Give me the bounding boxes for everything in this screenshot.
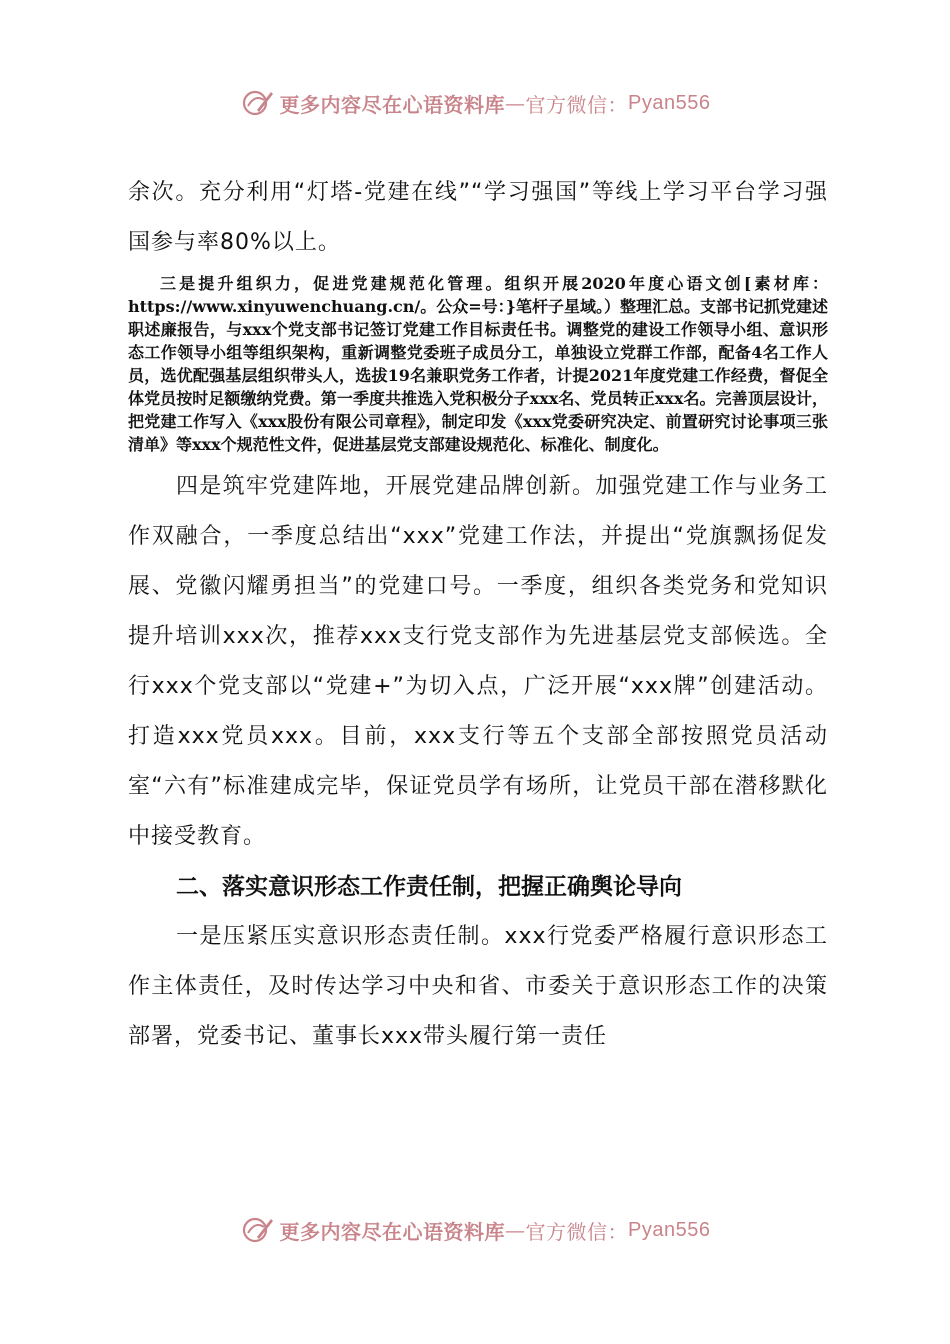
footer-contact-id: Pyan556 — [628, 1218, 711, 1241]
header-dash: — — [505, 91, 526, 115]
footer-contact-label: 官方微信： — [525, 1219, 629, 1244]
header-contact-id: Pyan556 — [628, 91, 711, 114]
footer-brand: 更多内容尽在心语资料库 — [279, 1219, 506, 1244]
paragraph-responsibility: 一是压紧压实意识形态责任制。xxx行党委严格履行意识形态工作主体责任，及时传达学习中央和省、市委关于意识形态工作的决策部署，党委书记、董事长xxx带头履行第一责任 — [128, 924, 828, 1049]
pen-swirl-logo-icon — [240, 1213, 274, 1247]
header-watermark — [0, 83, 950, 123]
footer-dash: — — [505, 1218, 526, 1242]
paragraph-study-platform: 余次。充分利用“灯塔-党建在线”“学习强国”等线上学习平台学习强国参与率80%以上。 — [128, 180, 828, 255]
footer-watermark — [0, 1210, 950, 1250]
header-brand: 更多内容尽在心语资料库 — [279, 92, 506, 117]
header-contact-label: 官方微信： — [525, 92, 629, 117]
pen-swirl-logo-icon — [240, 86, 274, 120]
document-body — [128, 168, 828, 1062]
paragraph-party-base: 四是筑牢党建阵地，开展党建品牌创新。加强党建工作与业务工作双融合，一季度总结出“xxx”党建工作法，并提出“党旗飘扬促发展、党徽闪耀勇担当”的党建口号。一季度，组织各类党务和党知识提升培训xxx次，推荐xxx支行党支部作为先进基层党支部候选。全行xxx个党支部以“党建+”为切入点，广泛开展“xxx牌”创建活动。打造xxx党员xxx。目前，xxx支行等五个支部全部按照党员活动室“六有”标准建成完毕，保证党员学有场所，让党员干部在潜移默化中接受教育。 — [128, 474, 828, 849]
section-heading-ideology: 二、落实意识形态工作责任制，把握正确舆论导向 — [176, 874, 682, 900]
paragraph-organization: 三是提升组织力，促进党建规范化管理。组织开展2020年度心语文创[素材库：https://www.xinyuwenchuang.cn/。公众=号：}笔杆子星域。）整理汇总。支部书记抓党建述职述廉报告，与xxx个党支部书记签订党建工作目标责任书。调整党的建设工作领导小组、意识形态工作领导小组等组织架构，重新调整党委班子成员分工，单独设立党群工作部，配备4名工作人员，选优配强基层组织带头人，选拔19名兼职党务工作者，计提2021年度党建工作经费，督促全体党员按时足额缴纳党费。第一季度共推选入党积极分子xxx名、党员转正xxx名。完善顶层设计，把党建工作写入《xxx股份有限公司章程》，制定印发《xxx党委研究决定、前置研究讨论事项三张清单》等xxx个规范性文件，促进基层党支部建设规范化、标准化、制度化。 — [128, 274, 828, 454]
